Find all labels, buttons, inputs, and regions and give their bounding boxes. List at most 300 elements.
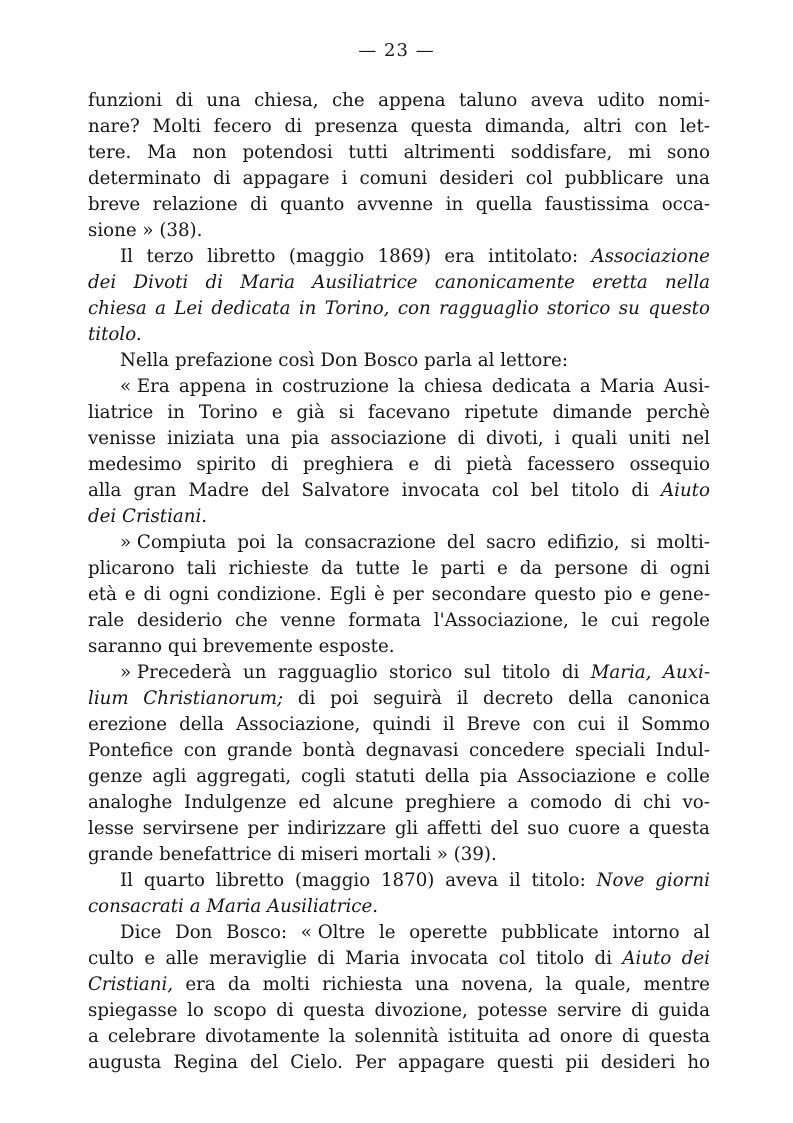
word: ripetute xyxy=(464,402,539,423)
word: saranno xyxy=(88,636,163,657)
word: di xyxy=(175,90,193,111)
word: della xyxy=(179,714,225,735)
word: nella xyxy=(665,272,710,293)
text-line xyxy=(88,374,710,400)
word: è xyxy=(374,584,385,605)
word: una xyxy=(245,428,281,449)
word: a xyxy=(507,792,519,813)
word: soddisfare, xyxy=(510,142,613,163)
text-line xyxy=(88,660,710,686)
word: e xyxy=(645,766,657,787)
text-line xyxy=(88,946,710,972)
paragraph xyxy=(88,868,710,920)
word: ragguaglio xyxy=(439,298,539,319)
paragraph xyxy=(88,660,710,868)
word: Indul- xyxy=(655,740,710,761)
word: e xyxy=(271,402,283,423)
word: dei xyxy=(88,506,117,527)
word: Maria xyxy=(240,272,296,293)
word: titolo: xyxy=(531,870,586,891)
word: di xyxy=(621,1026,640,1047)
word: parla xyxy=(424,350,472,371)
word: il xyxy=(509,870,521,891)
word: tutte xyxy=(355,558,400,579)
word: solennità xyxy=(354,1026,439,1047)
word: Cielo. xyxy=(290,1052,343,1073)
text-line xyxy=(88,738,710,764)
word: ho xyxy=(687,1052,710,1073)
word: questa xyxy=(648,1026,710,1047)
word: di xyxy=(205,272,223,293)
word: Nove xyxy=(596,870,645,891)
word: era xyxy=(185,974,216,995)
word: decreto xyxy=(483,688,554,709)
text-line xyxy=(88,348,710,374)
word: Ausiliatrice. xyxy=(267,896,379,917)
word: dei xyxy=(88,272,117,293)
word: venisse xyxy=(88,428,156,449)
text-line xyxy=(88,556,710,582)
word: quali xyxy=(571,428,618,449)
word: Ma xyxy=(147,142,177,163)
word: divoti, xyxy=(485,428,544,449)
word: si xyxy=(338,402,355,423)
word: » Precederà xyxy=(120,662,232,683)
word: Torino xyxy=(198,402,258,423)
word: le xyxy=(411,558,429,579)
word: Maria, xyxy=(590,662,652,683)
word: a xyxy=(155,298,166,319)
word: la xyxy=(276,532,294,553)
word: e xyxy=(640,584,652,605)
word: chiesa, xyxy=(254,90,319,111)
word: sono xyxy=(666,142,710,163)
word: intorno xyxy=(612,922,680,943)
word: liatrice xyxy=(88,402,154,423)
word: agli xyxy=(152,766,187,787)
word: di xyxy=(631,1000,649,1021)
word: consacrazione xyxy=(304,532,436,553)
text-line xyxy=(88,530,710,556)
word: spirito xyxy=(196,454,257,475)
page-number: — 23 — xyxy=(358,40,435,61)
word: e xyxy=(124,584,136,605)
word: statuti xyxy=(355,766,415,787)
word: quella xyxy=(475,194,533,215)
word: 1869) xyxy=(377,246,431,267)
paragraph xyxy=(88,530,710,660)
word: di xyxy=(640,558,658,579)
word: determinato xyxy=(88,168,202,189)
text-line xyxy=(88,192,710,218)
word: Egli xyxy=(329,584,367,605)
word: al xyxy=(477,350,495,371)
word: affetti xyxy=(426,818,482,839)
word: Per xyxy=(354,1052,386,1073)
word: di xyxy=(143,584,161,605)
word: molti xyxy=(262,974,310,995)
word: la xyxy=(328,1026,346,1047)
word: del xyxy=(249,1052,279,1073)
body-text xyxy=(88,88,710,1076)
word: titolo. xyxy=(88,324,142,345)
word: (38). xyxy=(159,220,203,241)
text-line xyxy=(88,322,710,348)
word: ragguaglio xyxy=(277,662,378,683)
word: venne xyxy=(280,610,336,631)
word: comuni xyxy=(359,168,428,189)
word: di xyxy=(594,948,613,969)
word: che xyxy=(332,90,365,111)
word: cuore xyxy=(567,818,621,839)
word: nare? xyxy=(88,116,140,137)
word: mi xyxy=(628,142,652,163)
word: istituita xyxy=(447,1026,520,1047)
word: il xyxy=(456,688,469,709)
text-line xyxy=(88,140,710,166)
text-line xyxy=(88,894,710,920)
word: dimanda, xyxy=(484,116,571,137)
word: di xyxy=(457,428,475,449)
word: canonicamente xyxy=(434,272,575,293)
text-line xyxy=(88,608,710,634)
word: pietà xyxy=(466,454,513,475)
paragraph xyxy=(88,374,710,530)
word: facevano xyxy=(368,402,451,423)
word: Madre xyxy=(188,480,250,501)
word: iniziata xyxy=(167,428,235,449)
text-line xyxy=(88,920,710,946)
text-line xyxy=(88,582,710,608)
word: divozione, xyxy=(374,1000,468,1021)
word: a xyxy=(628,818,640,839)
word: sul xyxy=(463,662,491,683)
text-line xyxy=(88,842,710,868)
word: questa xyxy=(410,116,473,137)
word: cogli xyxy=(301,766,346,787)
word: pii xyxy=(565,1052,589,1073)
word: sacro xyxy=(486,532,537,553)
word: mortali » xyxy=(364,844,448,865)
word: novena, xyxy=(461,974,534,995)
word: funzioni xyxy=(88,90,163,111)
word: a xyxy=(579,376,591,397)
word: in xyxy=(298,298,317,319)
word: di xyxy=(250,194,268,215)
word: let- xyxy=(679,116,710,137)
word: quindi xyxy=(372,714,431,735)
word: i xyxy=(554,428,561,449)
word: questo xyxy=(648,298,710,319)
word: 1870) xyxy=(380,870,435,891)
word: del xyxy=(446,532,476,553)
word: secondare xyxy=(431,584,527,605)
text-line xyxy=(88,88,710,114)
word: richiesta xyxy=(322,974,403,995)
word: taluno xyxy=(459,90,518,111)
word: canonica xyxy=(627,688,710,709)
word: ogni xyxy=(669,558,710,579)
word: Sommo xyxy=(641,714,710,735)
word: titolo xyxy=(502,662,551,683)
word: vo- xyxy=(682,792,710,813)
word: di xyxy=(561,662,580,683)
word: nomi- xyxy=(658,90,710,111)
word: con xyxy=(397,298,431,319)
word: libretto xyxy=(207,246,276,267)
word: col xyxy=(525,168,553,189)
word: desideri xyxy=(600,1052,676,1073)
word: dedicata xyxy=(491,376,571,397)
text-line xyxy=(88,166,710,192)
word: chiesa xyxy=(423,376,483,397)
word: parti xyxy=(440,558,485,579)
text-line xyxy=(88,296,710,322)
paragraph xyxy=(88,348,710,374)
word: suo xyxy=(527,818,560,839)
word: condizione. xyxy=(216,584,322,605)
word: aveva xyxy=(530,90,584,111)
word: presenza xyxy=(314,116,398,137)
word: la xyxy=(398,376,415,397)
word: di xyxy=(433,454,452,475)
word: storico xyxy=(547,298,611,319)
word: di xyxy=(284,116,302,137)
word: Regina xyxy=(173,1052,238,1073)
word: Dice xyxy=(120,922,162,943)
word: della xyxy=(424,766,470,787)
text-line xyxy=(88,270,710,296)
word: benefattrice xyxy=(159,844,272,865)
word: Indulgenze xyxy=(184,792,287,813)
word: eretta xyxy=(592,272,648,293)
word: di xyxy=(613,792,632,813)
word: udito xyxy=(597,90,645,111)
word: della xyxy=(568,688,613,709)
word: una xyxy=(675,168,710,189)
word: ad xyxy=(528,1026,551,1047)
word: aveva xyxy=(445,870,499,891)
word: richieste xyxy=(228,558,309,579)
text-line xyxy=(88,114,710,140)
word: età xyxy=(88,584,117,605)
word: Aiuto xyxy=(622,948,672,969)
text-line xyxy=(88,452,710,478)
word: appagare xyxy=(242,168,330,189)
word: questa xyxy=(648,818,710,839)
word: titolo xyxy=(571,480,620,501)
word: lium xyxy=(88,688,129,709)
word: così xyxy=(278,350,315,371)
word: la xyxy=(545,974,563,995)
word: Maria xyxy=(206,896,262,917)
word: Salvatore xyxy=(301,480,390,501)
word: speciali xyxy=(575,740,646,761)
word: (39). xyxy=(453,844,497,865)
paragraph xyxy=(88,920,710,1076)
word: (maggio xyxy=(288,246,365,267)
word: esposte. xyxy=(318,636,395,657)
word: giorni xyxy=(655,870,710,891)
word: di xyxy=(277,844,295,865)
word: in xyxy=(445,194,464,215)
word: a xyxy=(88,1026,99,1047)
word: consacrati xyxy=(88,896,184,917)
word: medesimo xyxy=(88,454,182,475)
word: grande xyxy=(227,740,293,761)
word: sione » xyxy=(88,220,154,241)
word: culto xyxy=(88,948,134,969)
word: » Compiuta xyxy=(120,532,227,553)
word: « Oltre xyxy=(300,922,366,943)
word: miseri xyxy=(300,844,359,865)
word: alla xyxy=(88,480,122,501)
word: di xyxy=(213,168,231,189)
text-line xyxy=(88,504,710,530)
word: e xyxy=(408,454,420,475)
word: Maria xyxy=(345,948,400,969)
word: appagare xyxy=(397,1052,485,1073)
word: quanto xyxy=(280,194,345,215)
word: con xyxy=(634,116,668,137)
word: Auxi- xyxy=(662,662,710,683)
word: storico xyxy=(389,662,453,683)
word: servirsene xyxy=(142,818,239,839)
word: in xyxy=(255,376,273,397)
word: i xyxy=(341,168,348,189)
word: Torino, xyxy=(324,298,390,319)
word: breve xyxy=(88,194,141,215)
text-line xyxy=(88,244,710,270)
word: faustissima xyxy=(544,194,650,215)
word: con xyxy=(532,714,566,735)
word: genze xyxy=(88,766,143,787)
word: Associazione xyxy=(517,766,636,787)
word: augusta xyxy=(88,1052,162,1073)
word: un xyxy=(243,662,267,683)
word: pia xyxy=(291,428,320,449)
word: appena xyxy=(178,376,247,397)
word: costruzione xyxy=(282,376,390,397)
word: invocata xyxy=(410,948,489,969)
word: dedicata xyxy=(211,298,291,319)
word: Ausi- xyxy=(663,376,710,397)
word: il xyxy=(442,714,455,735)
word: questo xyxy=(534,584,597,605)
word: Ausiliatrice xyxy=(312,272,418,293)
word: terzo xyxy=(146,246,194,267)
word: Il xyxy=(120,246,134,267)
text-line xyxy=(88,1050,710,1076)
text-line xyxy=(88,634,710,660)
word: perchè xyxy=(646,402,710,423)
word: di xyxy=(276,1000,294,1021)
word: pubblicare xyxy=(564,168,664,189)
word: le xyxy=(378,922,396,943)
word: intitolato: xyxy=(488,246,579,267)
word: fecero xyxy=(213,116,272,137)
word: colle xyxy=(666,766,710,787)
text-line xyxy=(88,764,710,790)
word: brevemente xyxy=(202,636,313,657)
word: il xyxy=(617,714,629,735)
word: Maria xyxy=(599,376,655,397)
word: « Era xyxy=(120,376,170,397)
word: le xyxy=(581,610,599,631)
word: del xyxy=(490,818,519,839)
word: erezione xyxy=(88,714,168,735)
word: pubblicate xyxy=(501,922,599,943)
word: operette xyxy=(409,922,488,943)
word: servire xyxy=(557,1000,622,1021)
word: pio xyxy=(604,584,633,605)
word: Don xyxy=(320,350,358,371)
word: molti- xyxy=(656,532,710,553)
word: persone xyxy=(554,558,629,579)
word: rale xyxy=(88,610,125,631)
text-line xyxy=(88,712,710,738)
word: su xyxy=(618,298,640,319)
word: divotamente xyxy=(205,1026,320,1047)
word: spiegasse xyxy=(88,1000,178,1021)
word: preghiera xyxy=(303,454,394,475)
word: non xyxy=(192,142,227,163)
word: tali xyxy=(186,558,217,579)
word: altrimenti xyxy=(403,142,496,163)
word: Cristiani. xyxy=(122,506,208,527)
word: chiesa xyxy=(88,298,147,319)
word: gran xyxy=(133,480,177,501)
word: cui xyxy=(577,714,606,735)
word: preghiere xyxy=(405,792,496,813)
word: di xyxy=(270,454,289,475)
word: relazione xyxy=(152,194,238,215)
word: già xyxy=(296,402,325,423)
word: gene- xyxy=(658,584,710,605)
word: alle xyxy=(165,948,199,969)
word: Bosco xyxy=(363,350,419,371)
word: Lei xyxy=(174,298,203,319)
word: meraviglie xyxy=(209,948,307,969)
word: ossequio xyxy=(629,454,710,475)
word: dei xyxy=(681,948,710,969)
word: indirizzare xyxy=(287,818,387,839)
word: (maggio xyxy=(294,870,371,891)
word: di xyxy=(317,948,335,969)
word: bel xyxy=(530,480,560,501)
word: aggregati, xyxy=(196,766,292,787)
word: questa xyxy=(303,1000,365,1021)
word: degnavasi xyxy=(365,740,459,761)
word: per xyxy=(247,818,279,839)
word: scopo xyxy=(213,1000,267,1021)
text-line xyxy=(88,998,710,1024)
word: quarto xyxy=(143,870,205,891)
word: titolo xyxy=(536,948,585,969)
text-line xyxy=(88,972,710,998)
word: alcune xyxy=(332,792,394,813)
word: occa- xyxy=(661,194,710,215)
word: Associazione, xyxy=(236,714,361,735)
word: pia xyxy=(479,766,508,787)
word: ed xyxy=(298,792,321,813)
word: onore xyxy=(559,1026,613,1047)
word: questi xyxy=(496,1052,554,1073)
word: lesse xyxy=(88,818,135,839)
word: con xyxy=(183,740,217,761)
word: qui xyxy=(167,636,198,657)
word: invocata xyxy=(401,480,480,501)
